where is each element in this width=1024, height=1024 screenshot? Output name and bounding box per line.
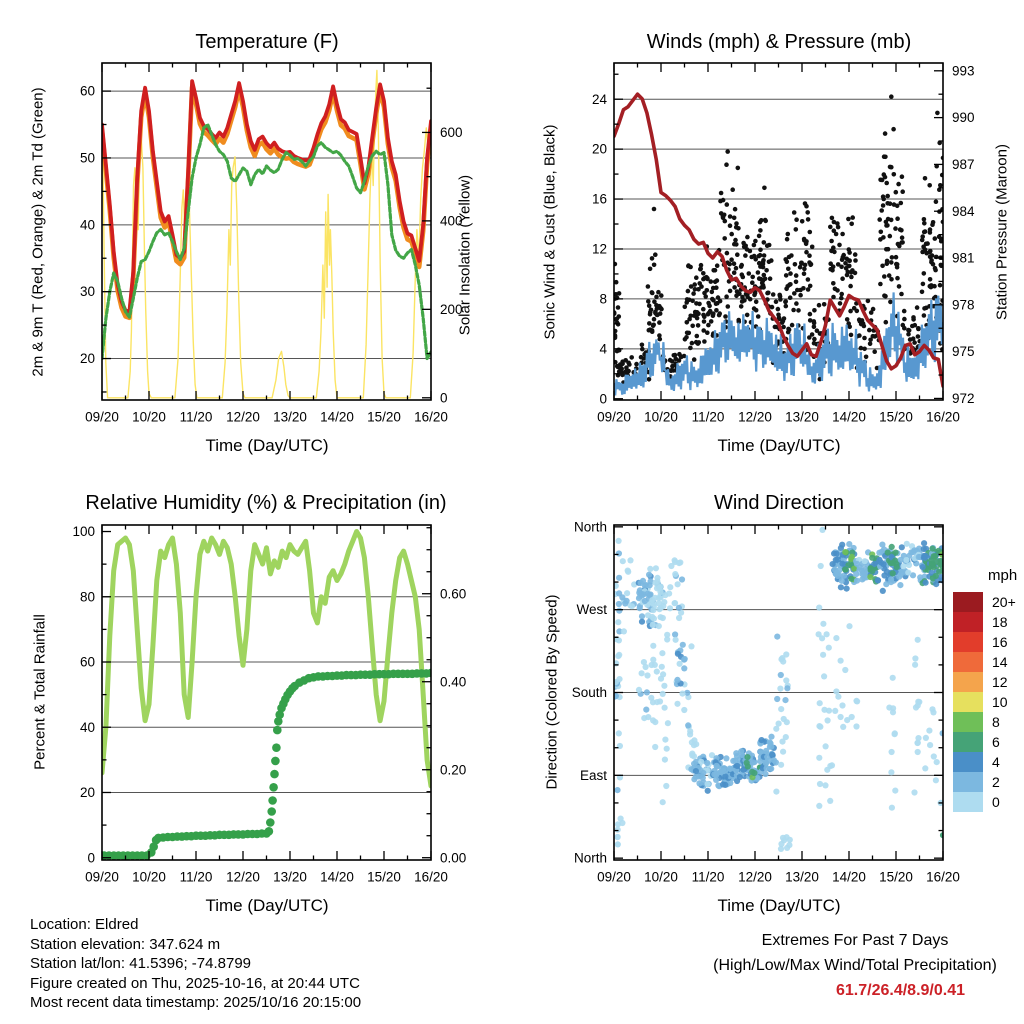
tick-label: 40 xyxy=(79,217,95,233)
tick-label: 978 xyxy=(952,297,975,313)
sonic-wind-axis-title: Sonic Wind & Gust (Blue, Black) xyxy=(541,124,559,340)
colorbar-entry xyxy=(953,692,1016,712)
wind-direction-panel-title: Wind Direction xyxy=(713,492,845,514)
colorbar-swatch xyxy=(953,652,983,672)
tick-label: 993 xyxy=(952,63,975,79)
series-layer xyxy=(102,71,431,398)
colorbar-units-label: mph xyxy=(988,567,1018,584)
colorbar-swatch xyxy=(953,592,983,612)
tick-label: 10/20 xyxy=(132,409,166,425)
temp-2m-red-series xyxy=(102,81,431,312)
station-latlon: Station lat/lon: 41.5396; -74.8799 xyxy=(30,955,252,972)
solar-insolation-axis-title: Solar Insolation (Yellow) xyxy=(456,174,474,336)
temperature-y-axis-title: 2m & 9m T (Red, Orange) & 2m Td (Green) xyxy=(29,87,47,377)
tick-label: 0.60 xyxy=(440,586,467,602)
colorbar-tick-label: 12 xyxy=(992,674,1008,690)
tick-label: 14/20 xyxy=(320,409,354,425)
colorbar-entry xyxy=(953,672,1016,692)
tick-label: 11/20 xyxy=(691,869,725,885)
tick-label: 50 xyxy=(79,150,95,166)
colorbar-entry xyxy=(953,632,1016,652)
tick-label: 981 xyxy=(952,250,975,266)
tick-label: 0.40 xyxy=(440,674,467,690)
tick-label: 14/20 xyxy=(320,869,354,885)
tick-label: 30 xyxy=(79,284,95,300)
colorbar-swatch xyxy=(953,732,983,752)
tick-label: 984 xyxy=(952,203,975,219)
tick-label: 13/20 xyxy=(273,869,307,885)
series-layer xyxy=(612,527,946,852)
tick-label: 09/20 xyxy=(85,409,119,425)
tick-label: 16/20 xyxy=(926,869,960,885)
tick-label: 10/20 xyxy=(644,869,678,885)
wind-direction-chart xyxy=(572,519,960,884)
colorbar-swatch xyxy=(953,692,983,712)
tick-label: 10/20 xyxy=(644,409,678,425)
winds-pressure-chart xyxy=(592,63,975,425)
temperature-chart xyxy=(80,63,463,425)
colorbar-swatch xyxy=(953,752,983,772)
colorbar-tick-label: 6 xyxy=(992,734,1000,750)
station-elevation: Station elevation: 347.624 m xyxy=(30,935,221,953)
temperature-panel-title: Temperature (F) xyxy=(195,31,339,53)
tick-label: 13/20 xyxy=(785,869,819,885)
tick-label: 15/20 xyxy=(367,409,401,425)
tick-label: 0 xyxy=(87,850,95,866)
extremes-title: Extremes For Past 7 Days xyxy=(761,932,949,949)
tick-label: 11/20 xyxy=(179,869,213,885)
tick-label: 15/20 xyxy=(367,869,401,885)
wind-direction-x-axis-title: Time (Day/UTC) xyxy=(717,896,841,915)
tick-label: 13/20 xyxy=(273,409,307,425)
tick-label: 09/20 xyxy=(597,409,631,425)
extremes-values: 61.7/26.4/8.9/0.41 xyxy=(836,982,965,999)
tick-label: 60 xyxy=(79,83,95,99)
tick-label: 972 xyxy=(952,391,975,407)
tick-label: 14/20 xyxy=(832,409,866,425)
most-recent-data-timestamp: Most recent data timestamp: 2025/10/16 20:15:00 xyxy=(30,994,362,1011)
tick-label: 15/20 xyxy=(879,409,913,425)
colorbar-tick-label: 18 xyxy=(992,614,1008,630)
colorbar-tick-label: 14 xyxy=(992,654,1008,670)
colorbar-entry xyxy=(953,592,1016,612)
tick-label: 60 xyxy=(79,654,95,670)
humidity-precip-chart xyxy=(72,524,466,884)
colorbar-swatch xyxy=(953,672,983,692)
colorbar-tick-label: 2 xyxy=(992,774,1000,790)
tick-label: 600 xyxy=(440,124,463,140)
tick-label: 14/20 xyxy=(832,869,866,885)
tick-label: West xyxy=(576,602,607,618)
colorbar-swatch xyxy=(953,772,983,792)
colorbar-entry xyxy=(953,612,1016,632)
tick-label: 09/20 xyxy=(597,869,631,885)
tick-label: 0.20 xyxy=(440,762,467,778)
tick-label: 12/20 xyxy=(738,869,772,885)
tick-label: 20 xyxy=(79,351,95,367)
percent-rainfall-axis-title: Percent & Total Rainfall xyxy=(31,614,49,770)
tick-label: 990 xyxy=(952,110,975,126)
tick-label: 12/20 xyxy=(226,869,260,885)
tick-label: 100 xyxy=(72,524,95,540)
colorbar-swatch xyxy=(953,792,983,812)
tick-label: 20 xyxy=(591,141,607,157)
tick-label: 4 xyxy=(599,341,607,357)
colorbar-tick-label: 8 xyxy=(992,714,1000,730)
tick-label: 10/20 xyxy=(132,869,166,885)
tick-label: 12/20 xyxy=(226,409,260,425)
colorbar-entry xyxy=(953,752,1016,772)
colorbar-entry xyxy=(953,732,1016,752)
colorbar-entry xyxy=(953,772,1016,792)
tick-label: 09/20 xyxy=(85,869,119,885)
tick-label: 16/20 xyxy=(414,869,448,885)
figure-created-timestamp: Figure created on Thu, 2025-10-16, at 20:44 UTC xyxy=(30,974,360,992)
wind-direction-colored-series xyxy=(612,527,946,852)
colorbar-tick-label: 4 xyxy=(992,754,1000,770)
wind-speed-colorbar xyxy=(953,592,1016,812)
tick-label: 975 xyxy=(952,344,975,360)
tick-label: East xyxy=(579,767,607,783)
tick-label: 40 xyxy=(79,719,95,735)
tick-label: 16 xyxy=(591,191,607,207)
tick-label: South xyxy=(571,685,607,701)
station-pressure-axis-title: Station Pressure (Maroon) xyxy=(993,144,1011,320)
tick-label: 987 xyxy=(952,156,975,172)
tick-label: 13/20 xyxy=(785,409,819,425)
tick-label: 24 xyxy=(591,91,607,107)
station-info-block xyxy=(30,915,361,1013)
winds-pressure-panel-title: Winds (mph) & Pressure (mb) xyxy=(646,31,912,53)
tick-label: North xyxy=(573,519,607,535)
tick-label: 200 xyxy=(440,301,463,317)
station-location: Location: Eldred xyxy=(30,916,139,933)
humidity-x-axis-title: Time (Day/UTC) xyxy=(205,896,329,915)
colorbar-entry xyxy=(953,792,1016,812)
tick-label: 400 xyxy=(440,213,463,229)
colorbar-tick-label: 0 xyxy=(992,794,1000,810)
tick-label: North xyxy=(573,850,607,866)
tick-label: 12 xyxy=(591,241,607,257)
extremes-block xyxy=(640,928,1024,1003)
series-layer xyxy=(612,94,945,395)
colorbar-entry xyxy=(953,652,1016,672)
tick-label: 0 xyxy=(599,391,607,407)
extremes-subtitle: (High/Low/Max Wind/Total Precipitation) xyxy=(713,957,997,974)
tick-label: 16/20 xyxy=(414,409,448,425)
colorbar-swatch xyxy=(953,712,983,732)
series-layer xyxy=(100,532,435,860)
colorbar-tick-label: 16 xyxy=(992,634,1008,650)
tick-label: 0 xyxy=(440,390,448,406)
humidity-precip-panel-title: Relative Humidity (%) & Precipitation (in) xyxy=(85,492,447,514)
colorbar-entry xyxy=(953,712,1016,732)
tick-label: 0.00 xyxy=(440,850,467,866)
tick-label: 15/20 xyxy=(879,869,913,885)
tick-label: 12/20 xyxy=(738,409,772,425)
wind-direction-axis-title: Direction (Colored By Speed) xyxy=(543,594,561,790)
colorbar-tick-label: 20+ xyxy=(992,594,1016,610)
temperature-x-axis-title: Time (Day/UTC) xyxy=(205,436,329,455)
colorbar-swatch xyxy=(953,632,983,652)
tick-label: 20 xyxy=(79,785,95,801)
tick-label: 80 xyxy=(79,589,95,605)
winds-x-axis-title: Time (Day/UTC) xyxy=(717,436,841,455)
tick-label: 8 xyxy=(599,291,607,307)
tick-label: 11/20 xyxy=(691,409,725,425)
tick-label: 16/20 xyxy=(926,409,960,425)
colorbar-tick-label: 10 xyxy=(992,694,1008,710)
relative-humidity-series xyxy=(102,532,431,787)
colorbar-swatch xyxy=(953,612,983,632)
tick-label: 11/20 xyxy=(179,409,213,425)
